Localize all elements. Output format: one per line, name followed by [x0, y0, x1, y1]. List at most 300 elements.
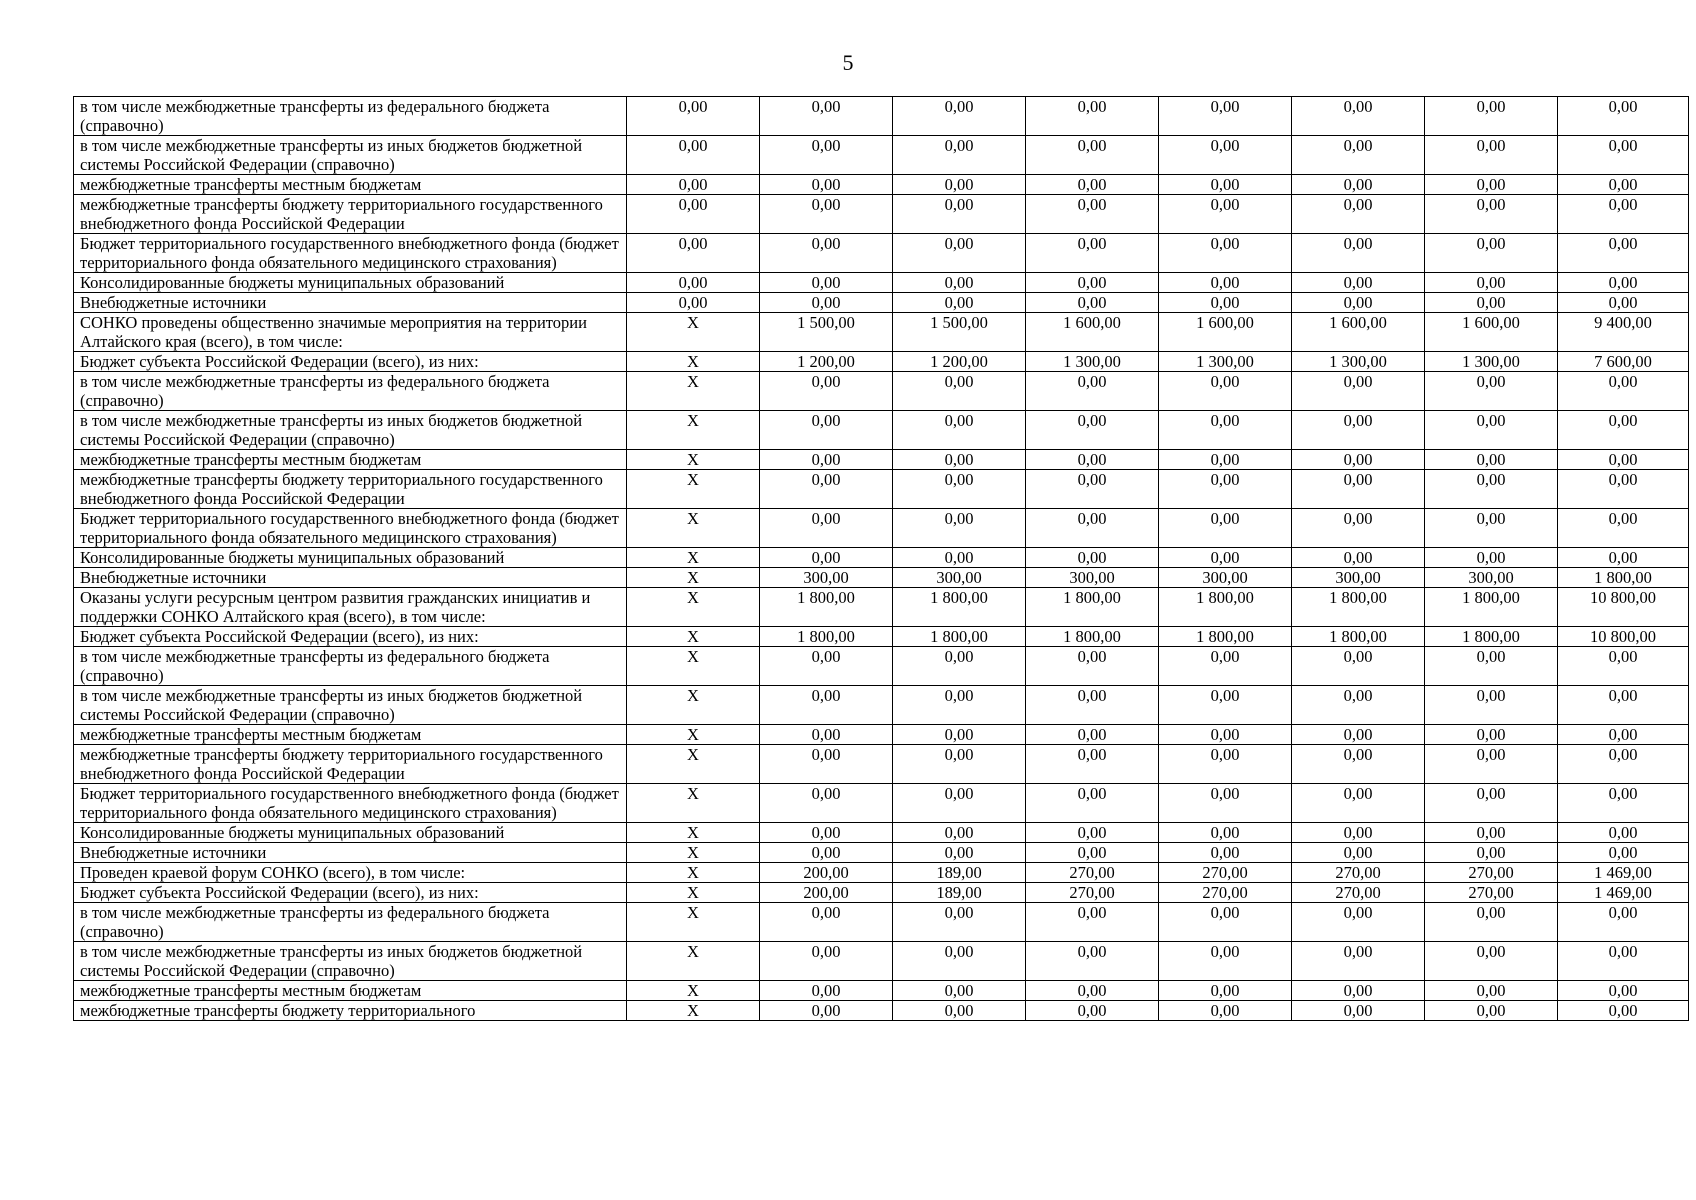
row-value-cell: 1 300,00 — [1292, 352, 1425, 372]
row-value-cell: 0,00 — [1159, 195, 1292, 234]
row-value-cell: 0,00 — [1558, 1001, 1689, 1021]
row-value-cell: 0,00 — [1026, 234, 1159, 273]
table-row — [74, 745, 1689, 784]
row-value-cell: 0,00 — [760, 1001, 893, 1021]
row-value-cell: 0,00 — [1425, 136, 1558, 175]
row-value-cell: 0,00 — [1159, 843, 1292, 863]
row-value-cell: 0,00 — [760, 273, 893, 293]
row-value-cell: 0,00 — [1425, 1001, 1558, 1021]
row-value-cell: 0,00 — [893, 1001, 1026, 1021]
table-row — [74, 627, 1689, 647]
row-value-cell: 0,00 — [893, 470, 1026, 509]
table-row — [74, 411, 1689, 450]
row-value-cell: 0,00 — [1159, 784, 1292, 823]
row-value-cell: 0,00 — [1425, 509, 1558, 548]
row-value-cell: 0,00 — [1159, 903, 1292, 942]
row-value-cell: 0,00 — [1292, 903, 1425, 942]
row-value-cell: 0,00 — [1026, 686, 1159, 725]
row-value-cell: 0,00 — [760, 136, 893, 175]
row-value-cell: 0,00 — [1558, 470, 1689, 509]
row-mark-cell: X — [627, 372, 760, 411]
row-value-cell: 1 800,00 — [1425, 588, 1558, 627]
row-value-cell: 0,00 — [1558, 981, 1689, 1001]
row-mark-cell: X — [627, 686, 760, 725]
row-value-cell: 0,00 — [1026, 647, 1159, 686]
row-value-cell: 10 800,00 — [1558, 627, 1689, 647]
row-value-cell: 0,00 — [1026, 273, 1159, 293]
row-mark-cell: X — [627, 588, 760, 627]
row-value-cell: 0,00 — [893, 97, 1026, 136]
row-value-cell: 0,00 — [760, 725, 893, 745]
table-row — [74, 548, 1689, 568]
table-row — [74, 823, 1689, 843]
row-value-cell: 0,00 — [1159, 647, 1292, 686]
row-value-cell: 0,00 — [1292, 647, 1425, 686]
row-value-cell: 270,00 — [1159, 883, 1292, 903]
row-value-cell: 0,00 — [1026, 136, 1159, 175]
row-value-cell: 1 300,00 — [1026, 352, 1159, 372]
row-mark-cell: X — [627, 942, 760, 981]
row-value-cell: 0,00 — [1292, 175, 1425, 195]
row-label: в том числе межбюджетные трансферты из федерального бюджета (справочно) — [74, 647, 627, 686]
row-value-cell: 0,00 — [1558, 745, 1689, 784]
budget-table — [73, 96, 1689, 1021]
row-value-cell: 0,00 — [893, 273, 1026, 293]
row-value-cell: 0,00 — [760, 450, 893, 470]
table-row — [74, 372, 1689, 411]
row-value-cell: 0,00 — [1026, 548, 1159, 568]
row-value-cell: 1 600,00 — [1425, 313, 1558, 352]
row-value-cell: 200,00 — [760, 863, 893, 883]
row-value-cell: 0,00 — [1026, 1001, 1159, 1021]
table-row — [74, 588, 1689, 627]
row-mark-cell: X — [627, 823, 760, 843]
row-value-cell: 0,00 — [1292, 195, 1425, 234]
row-mark-cell: X — [627, 627, 760, 647]
table-row — [74, 883, 1689, 903]
row-value-cell: 270,00 — [1425, 863, 1558, 883]
row-value-cell: 300,00 — [1026, 568, 1159, 588]
row-value-cell: 0,00 — [893, 509, 1026, 548]
row-value-cell: 0,00 — [893, 686, 1026, 725]
row-value-cell: 1 800,00 — [1425, 627, 1558, 647]
row-value-cell: 0,00 — [1026, 293, 1159, 313]
row-value-cell: 0,00 — [1026, 97, 1159, 136]
table-row — [74, 568, 1689, 588]
row-mark-cell: X — [627, 1001, 760, 1021]
row-mark-cell: X — [627, 903, 760, 942]
row-value-cell: 270,00 — [1026, 883, 1159, 903]
row-value-cell: 0,00 — [1425, 450, 1558, 470]
row-label: Бюджет территориального государственного внебюджетного фонда (бюджет территориального фонда обязательного медицинского страхования) — [74, 234, 627, 273]
row-value-cell: 0,00 — [1558, 372, 1689, 411]
row-value-cell: 0,00 — [1159, 175, 1292, 195]
row-value-cell: 0,00 — [1159, 981, 1292, 1001]
row-mark-cell: X — [627, 450, 760, 470]
row-value-cell: 1 600,00 — [1292, 313, 1425, 352]
row-value-cell: 0,00 — [1425, 745, 1558, 784]
row-value-cell: 0,00 — [1425, 470, 1558, 509]
row-label: в том числе межбюджетные трансферты из федерального бюджета (справочно) — [74, 97, 627, 136]
row-mark-cell: X — [627, 568, 760, 588]
row-value-cell: 0,00 — [1159, 823, 1292, 843]
row-value-cell: 0,00 — [760, 784, 893, 823]
table-row — [74, 195, 1689, 234]
row-mark-cell: 0,00 — [627, 234, 760, 273]
row-mark-cell: 0,00 — [627, 175, 760, 195]
row-value-cell: 1 800,00 — [760, 588, 893, 627]
row-label: межбюджетные трансферты местным бюджетам — [74, 450, 627, 470]
row-label: Бюджет субъекта Российской Федерации (всего), из них: — [74, 627, 627, 647]
table-row — [74, 97, 1689, 136]
row-mark-cell: X — [627, 313, 760, 352]
row-value-cell: 1 800,00 — [1026, 627, 1159, 647]
row-value-cell: 0,00 — [1558, 843, 1689, 863]
row-label: Внебюджетные источники — [74, 568, 627, 588]
row-value-cell: 0,00 — [1558, 686, 1689, 725]
row-label: Внебюджетные источники — [74, 843, 627, 863]
row-value-cell: 0,00 — [1558, 273, 1689, 293]
row-value-cell: 0,00 — [760, 823, 893, 843]
row-mark-cell: X — [627, 411, 760, 450]
table-row — [74, 647, 1689, 686]
row-value-cell: 1 469,00 — [1558, 883, 1689, 903]
row-value-cell: 0,00 — [1558, 784, 1689, 823]
table-row — [74, 784, 1689, 823]
row-value-cell: 0,00 — [760, 293, 893, 313]
row-value-cell: 0,00 — [760, 548, 893, 568]
row-value-cell: 0,00 — [893, 234, 1026, 273]
row-value-cell: 0,00 — [1425, 195, 1558, 234]
table-row — [74, 725, 1689, 745]
row-label: Проведен краевой форум СОНКО (всего), в том числе: — [74, 863, 627, 883]
table-row — [74, 234, 1689, 273]
row-label: в том числе межбюджетные трансферты из иных бюджетов бюджетной системы Российской Федерации (справочно) — [74, 686, 627, 725]
row-value-cell: 0,00 — [1292, 1001, 1425, 1021]
row-value-cell: 0,00 — [1425, 372, 1558, 411]
row-mark-cell: 0,00 — [627, 195, 760, 234]
row-value-cell: 0,00 — [760, 234, 893, 273]
row-value-cell: 0,00 — [1026, 745, 1159, 784]
row-value-cell: 0,00 — [1425, 903, 1558, 942]
row-value-cell: 0,00 — [893, 175, 1026, 195]
row-value-cell: 0,00 — [1026, 784, 1159, 823]
table-row — [74, 352, 1689, 372]
table-row — [74, 686, 1689, 725]
row-value-cell: 0,00 — [893, 823, 1026, 843]
row-value-cell: 0,00 — [1292, 548, 1425, 568]
row-value-cell: 0,00 — [1425, 647, 1558, 686]
row-value-cell: 0,00 — [1159, 745, 1292, 784]
row-value-cell: 0,00 — [893, 450, 1026, 470]
row-value-cell: 0,00 — [893, 725, 1026, 745]
row-value-cell: 0,00 — [760, 981, 893, 1001]
row-value-cell: 300,00 — [1425, 568, 1558, 588]
table-row — [74, 175, 1689, 195]
row-value-cell: 1 200,00 — [893, 352, 1026, 372]
row-label: в том числе межбюджетные трансферты из иных бюджетов бюджетной системы Российской Федерации (справочно) — [74, 411, 627, 450]
row-value-cell: 0,00 — [1558, 450, 1689, 470]
row-value-cell: 0,00 — [1159, 372, 1292, 411]
row-value-cell: 0,00 — [1425, 97, 1558, 136]
row-label: межбюджетные трансферты бюджету территориального государственного внебюджетного фонда Российской Федерации — [74, 195, 627, 234]
table-row — [74, 273, 1689, 293]
row-value-cell: 0,00 — [893, 647, 1026, 686]
row-value-cell: 0,00 — [760, 686, 893, 725]
row-value-cell: 0,00 — [1558, 136, 1689, 175]
row-value-cell: 0,00 — [1425, 175, 1558, 195]
row-value-cell: 0,00 — [1425, 823, 1558, 843]
row-value-cell: 0,00 — [1292, 509, 1425, 548]
row-value-cell: 0,00 — [1425, 981, 1558, 1001]
row-value-cell: 0,00 — [1026, 725, 1159, 745]
row-value-cell: 0,00 — [1425, 686, 1558, 725]
row-value-cell: 9 400,00 — [1558, 313, 1689, 352]
row-label: в том числе межбюджетные трансферты из федерального бюджета (справочно) — [74, 372, 627, 411]
table-row — [74, 313, 1689, 352]
row-value-cell: 1 800,00 — [1026, 588, 1159, 627]
row-mark-cell: X — [627, 470, 760, 509]
row-mark-cell: X — [627, 725, 760, 745]
row-value-cell: 0,00 — [1292, 745, 1425, 784]
row-value-cell: 300,00 — [1292, 568, 1425, 588]
row-value-cell: 0,00 — [1026, 372, 1159, 411]
row-value-cell: 0,00 — [1159, 725, 1292, 745]
row-value-cell: 0,00 — [1159, 686, 1292, 725]
row-value-cell: 0,00 — [760, 97, 893, 136]
row-value-cell: 189,00 — [893, 883, 1026, 903]
row-value-cell: 0,00 — [1026, 823, 1159, 843]
row-value-cell: 0,00 — [893, 745, 1026, 784]
row-value-cell: 10 800,00 — [1558, 588, 1689, 627]
row-value-cell: 270,00 — [1292, 863, 1425, 883]
row-value-cell: 0,00 — [760, 509, 893, 548]
row-value-cell: 0,00 — [1292, 981, 1425, 1001]
row-value-cell: 1 800,00 — [1558, 568, 1689, 588]
row-value-cell: 0,00 — [1026, 411, 1159, 450]
row-label: Бюджет территориального государственного внебюджетного фонда (бюджет территориального фонда обязательного медицинского страхования) — [74, 509, 627, 548]
row-mark-cell: X — [627, 647, 760, 686]
row-value-cell: 0,00 — [1558, 725, 1689, 745]
row-label: межбюджетные трансферты местным бюджетам — [74, 725, 627, 745]
row-value-cell: 0,00 — [1026, 450, 1159, 470]
row-value-cell: 1 500,00 — [760, 313, 893, 352]
row-label: Консолидированные бюджеты муниципальных образований — [74, 273, 627, 293]
row-value-cell: 0,00 — [1292, 843, 1425, 863]
row-value-cell: 0,00 — [1159, 470, 1292, 509]
row-value-cell: 0,00 — [1558, 195, 1689, 234]
row-mark-cell: X — [627, 843, 760, 863]
row-label: Консолидированные бюджеты муниципальных образований — [74, 548, 627, 568]
row-value-cell: 0,00 — [1558, 234, 1689, 273]
table-row — [74, 981, 1689, 1001]
row-value-cell: 0,00 — [1292, 784, 1425, 823]
row-value-cell: 0,00 — [1159, 234, 1292, 273]
row-value-cell: 0,00 — [760, 745, 893, 784]
row-mark-cell: X — [627, 981, 760, 1001]
row-value-cell: 1 800,00 — [1159, 627, 1292, 647]
row-value-cell: 300,00 — [893, 568, 1026, 588]
row-value-cell: 0,00 — [893, 195, 1026, 234]
row-label: межбюджетные трансферты бюджету территориального — [74, 1001, 627, 1021]
row-value-cell: 0,00 — [1159, 411, 1292, 450]
row-value-cell: 0,00 — [1292, 97, 1425, 136]
row-value-cell: 0,00 — [1159, 1001, 1292, 1021]
row-value-cell: 0,00 — [1558, 548, 1689, 568]
row-label: Бюджет субъекта Российской Федерации (всего), из них: — [74, 883, 627, 903]
row-label: в том числе межбюджетные трансферты из федерального бюджета (справочно) — [74, 903, 627, 942]
row-value-cell: 0,00 — [893, 942, 1026, 981]
row-mark-cell: X — [627, 745, 760, 784]
row-value-cell: 0,00 — [1026, 843, 1159, 863]
row-value-cell: 300,00 — [1159, 568, 1292, 588]
row-value-cell: 1 200,00 — [760, 352, 893, 372]
row-value-cell: 1 800,00 — [1292, 588, 1425, 627]
row-value-cell: 270,00 — [1159, 863, 1292, 883]
row-label: Внебюджетные источники — [74, 293, 627, 313]
row-value-cell: 270,00 — [1425, 883, 1558, 903]
row-value-cell: 0,00 — [1026, 903, 1159, 942]
row-label: Оказаны услуги ресурсным центром развития гражданских инициатив и поддержки СОНКО Алтайского края (всего), в том числе: — [74, 588, 627, 627]
table-row — [74, 1001, 1689, 1021]
row-label: межбюджетные трансферты бюджету территориального государственного внебюджетного фонда Российской Федерации — [74, 470, 627, 509]
table-row — [74, 136, 1689, 175]
row-value-cell: 0,00 — [1159, 97, 1292, 136]
row-mark-cell: X — [627, 863, 760, 883]
row-value-cell: 0,00 — [1558, 647, 1689, 686]
row-value-cell: 0,00 — [1026, 942, 1159, 981]
row-value-cell: 1 500,00 — [893, 313, 1026, 352]
row-value-cell: 0,00 — [1026, 981, 1159, 1001]
table-row — [74, 470, 1689, 509]
row-label: межбюджетные трансферты местным бюджетам — [74, 981, 627, 1001]
table-row — [74, 843, 1689, 863]
row-value-cell: 0,00 — [893, 411, 1026, 450]
row-value-cell: 1 800,00 — [893, 627, 1026, 647]
row-value-cell: 0,00 — [1558, 411, 1689, 450]
row-mark-cell: X — [627, 883, 760, 903]
row-value-cell: 0,00 — [1292, 234, 1425, 273]
row-mark-cell: 0,00 — [627, 293, 760, 313]
row-mark-cell: X — [627, 509, 760, 548]
row-value-cell: 0,00 — [1558, 903, 1689, 942]
row-value-cell: 0,00 — [1558, 175, 1689, 195]
row-value-cell: 0,00 — [1292, 942, 1425, 981]
table-row — [74, 942, 1689, 981]
row-value-cell: 0,00 — [760, 903, 893, 942]
row-value-cell: 1 800,00 — [1159, 588, 1292, 627]
row-value-cell: 0,00 — [1159, 273, 1292, 293]
row-value-cell: 0,00 — [760, 175, 893, 195]
row-value-cell: 0,00 — [1425, 725, 1558, 745]
row-value-cell: 1 469,00 — [1558, 863, 1689, 883]
row-value-cell: 0,00 — [1292, 136, 1425, 175]
row-value-cell: 189,00 — [893, 863, 1026, 883]
row-value-cell: 0,00 — [1558, 823, 1689, 843]
row-value-cell: 0,00 — [893, 981, 1026, 1001]
row-value-cell: 1 800,00 — [893, 588, 1026, 627]
row-value-cell: 0,00 — [1292, 411, 1425, 450]
row-value-cell: 0,00 — [1026, 470, 1159, 509]
row-value-cell: 0,00 — [1159, 509, 1292, 548]
row-label: межбюджетные трансферты местным бюджетам — [74, 175, 627, 195]
row-value-cell: 0,00 — [893, 293, 1026, 313]
table-row — [74, 903, 1689, 942]
row-value-cell: 0,00 — [1425, 784, 1558, 823]
row-label: Бюджет территориального государственного внебюджетного фонда (бюджет территориального фонда обязательного медицинского страхования) — [74, 784, 627, 823]
table-row — [74, 293, 1689, 313]
row-value-cell: 0,00 — [1425, 843, 1558, 863]
row-value-cell: 0,00 — [1425, 234, 1558, 273]
row-value-cell: 0,00 — [1292, 372, 1425, 411]
row-value-cell: 1 800,00 — [760, 627, 893, 647]
row-label: в том числе межбюджетные трансферты из иных бюджетов бюджетной системы Российской Федерации (справочно) — [74, 942, 627, 981]
row-value-cell: 0,00 — [893, 548, 1026, 568]
table-row — [74, 509, 1689, 548]
row-value-cell: 0,00 — [1425, 942, 1558, 981]
row-mark-cell: X — [627, 548, 760, 568]
table-row — [74, 450, 1689, 470]
page-number: 5 — [842, 50, 854, 75]
row-value-cell: 0,00 — [1026, 195, 1159, 234]
table-body — [74, 97, 1689, 1021]
row-value-cell: 0,00 — [1558, 293, 1689, 313]
row-value-cell: 0,00 — [1425, 548, 1558, 568]
row-value-cell: 300,00 — [760, 568, 893, 588]
row-value-cell: 0,00 — [760, 195, 893, 234]
row-label: СОНКО проведены общественно значимые мероприятия на территории Алтайского края (всего), в том числе: — [74, 313, 627, 352]
row-value-cell: 0,00 — [760, 470, 893, 509]
row-value-cell: 0,00 — [1159, 548, 1292, 568]
row-value-cell: 0,00 — [1292, 450, 1425, 470]
row-mark-cell: 0,00 — [627, 136, 760, 175]
row-value-cell: 0,00 — [760, 372, 893, 411]
row-value-cell: 0,00 — [760, 843, 893, 863]
row-value-cell: 1 300,00 — [1159, 352, 1292, 372]
row-mark-cell: X — [627, 352, 760, 372]
row-value-cell: 0,00 — [1026, 175, 1159, 195]
row-value-cell: 270,00 — [1292, 883, 1425, 903]
row-value-cell: 0,00 — [1292, 823, 1425, 843]
row-value-cell: 0,00 — [893, 372, 1026, 411]
row-value-cell: 0,00 — [760, 942, 893, 981]
row-value-cell: 0,00 — [760, 647, 893, 686]
row-value-cell: 0,00 — [1292, 686, 1425, 725]
row-value-cell: 0,00 — [1425, 273, 1558, 293]
row-label: Консолидированные бюджеты муниципальных образований — [74, 823, 627, 843]
row-value-cell: 270,00 — [1026, 863, 1159, 883]
row-value-cell: 1 800,00 — [1292, 627, 1425, 647]
row-value-cell: 0,00 — [1558, 509, 1689, 548]
row-value-cell: 0,00 — [893, 136, 1026, 175]
row-value-cell: 0,00 — [760, 411, 893, 450]
row-value-cell: 0,00 — [893, 843, 1026, 863]
row-value-cell: 0,00 — [1159, 942, 1292, 981]
row-value-cell: 1 300,00 — [1425, 352, 1558, 372]
row-value-cell: 1 600,00 — [1026, 313, 1159, 352]
row-value-cell: 0,00 — [1292, 293, 1425, 313]
row-label: в том числе межбюджетные трансферты из иных бюджетов бюджетной системы Российской Федерации (справочно) — [74, 136, 627, 175]
row-label: Бюджет субъекта Российской Федерации (всего), из них: — [74, 352, 627, 372]
row-value-cell: 0,00 — [1292, 470, 1425, 509]
row-value-cell: 0,00 — [1026, 509, 1159, 548]
row-value-cell: 0,00 — [1159, 136, 1292, 175]
row-value-cell: 0,00 — [1558, 97, 1689, 136]
row-value-cell: 0,00 — [1558, 942, 1689, 981]
row-value-cell: 200,00 — [760, 883, 893, 903]
row-value-cell: 0,00 — [1425, 411, 1558, 450]
row-mark-cell: 0,00 — [627, 97, 760, 136]
